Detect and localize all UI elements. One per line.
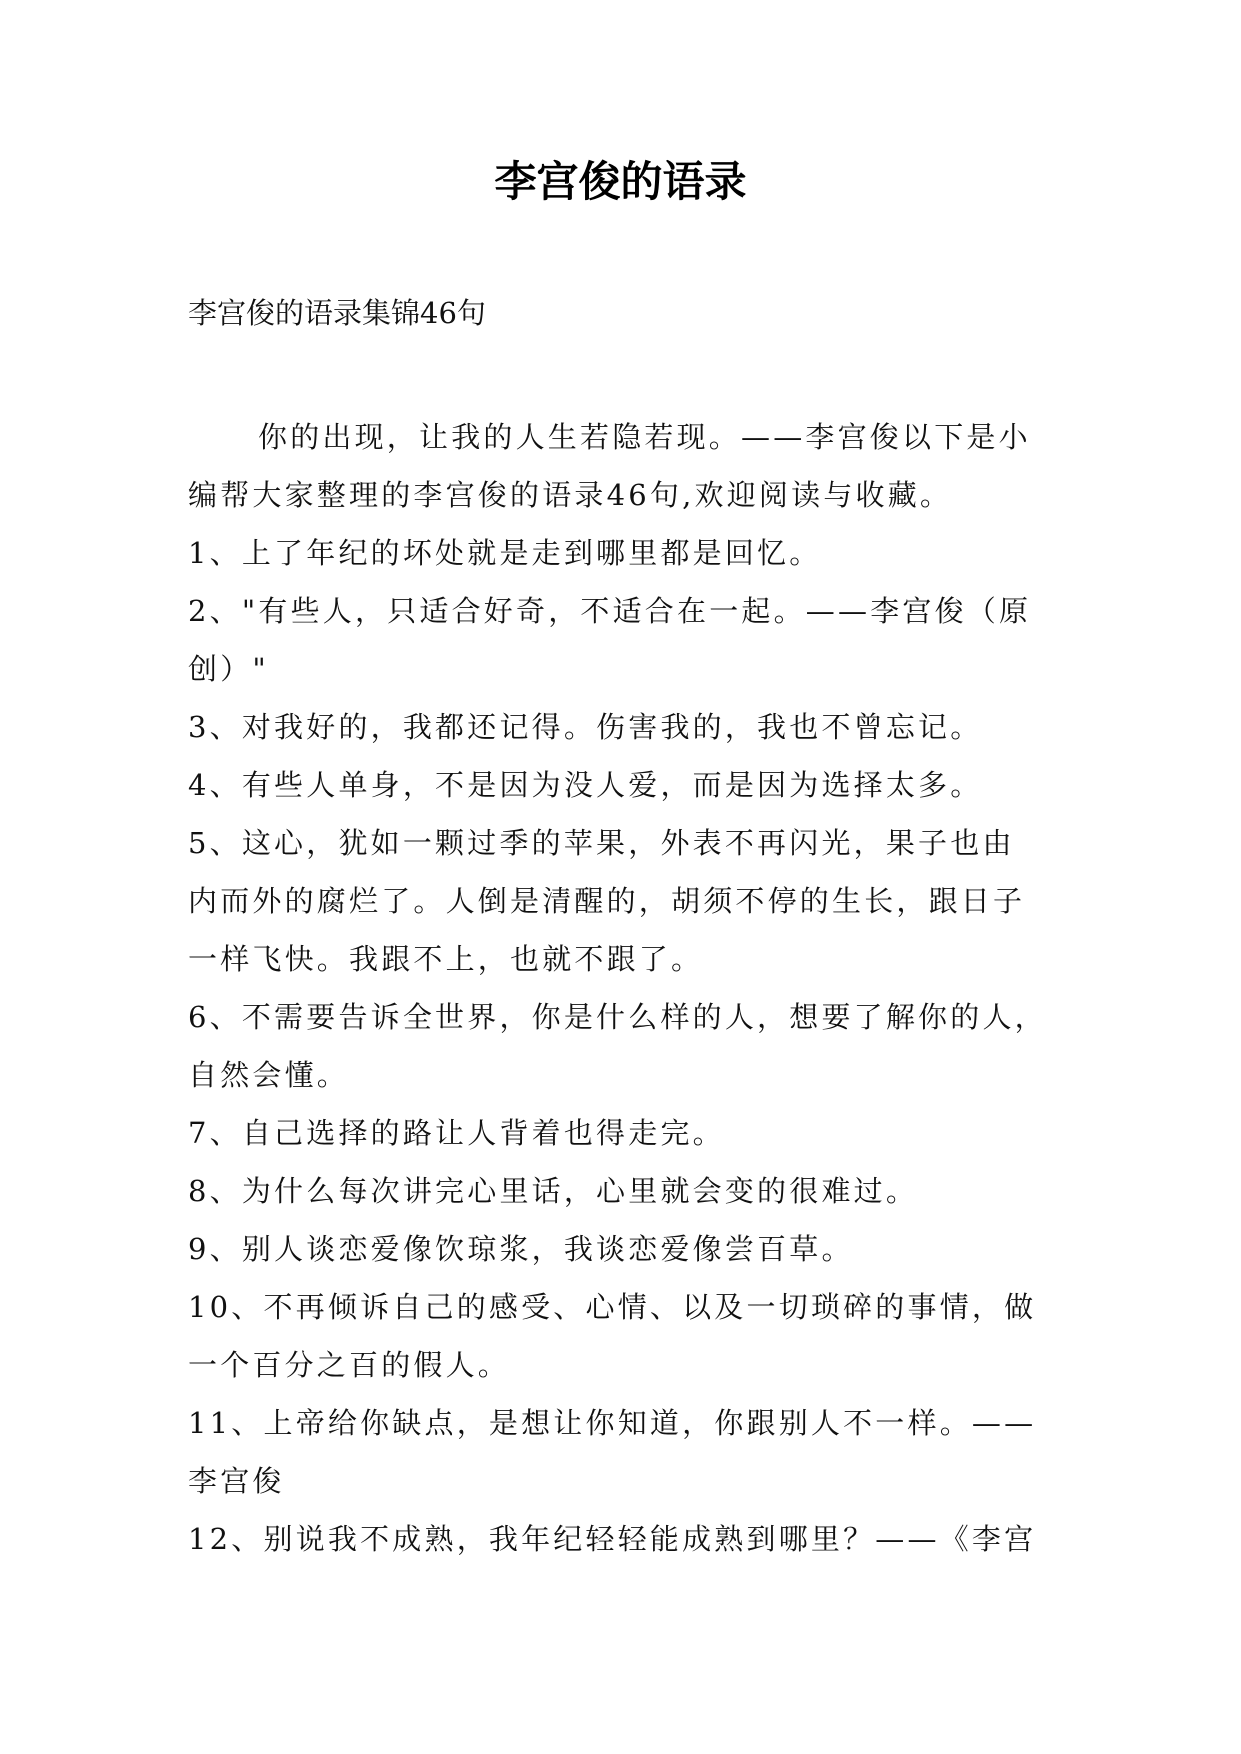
body-line: 李宫俊 [188, 1464, 285, 1498]
document-subtitle: 李宫俊的语录集锦46句 [188, 296, 486, 330]
body-line: 你的出现，让我的人生若隐若现。——李宫俊以下是小 [258, 420, 1031, 454]
body-line: 内而外的腐烂了。人倒是清醒的，胡须不停的生长，跟日子 [188, 884, 1026, 918]
body-line: 5、这心，犹如一颗过季的苹果，外表不再闪光，果子也由 [188, 826, 1015, 860]
body-line: 一样飞快。我跟不上，也就不跟了。 [188, 942, 704, 976]
body-line: 8、为什么每次讲完心里话，心里就会变的很难过。 [188, 1174, 919, 1208]
body-line: 2、"有些人，只适合好奇，不适合在一起。——李宫俊（原 [188, 594, 1032, 628]
body-line: 4、有些人单身，不是因为没人爱，而是因为选择太多。 [188, 768, 983, 802]
body-line: 编帮大家整理的李宫俊的语录46句,欢迎阅读与收藏。 [188, 478, 953, 512]
body-line: 11、上帝给你缺点，是想让你知道，你跟别人不一样。—— [188, 1406, 1037, 1440]
body-line: 一个百分之百的假人。 [188, 1348, 511, 1382]
page-title: 李宫俊的语录 [494, 157, 747, 206]
body-line: 7、自己选择的路让人背着也得走完。 [188, 1116, 725, 1150]
body-line: 创）" [188, 652, 269, 686]
body-line: 6、不需要告诉全世界，你是什么样的人，想要了解你的人， [188, 1000, 1047, 1034]
body-line: 自然会懂。 [188, 1058, 350, 1092]
body-line: 1、上了年纪的坏处就是走到哪里都是回忆。 [188, 536, 822, 570]
document-body [188, 408, 1058, 1568]
body-line: 12、别说我不成熟，我年纪轻轻能成熟到哪里？——《李宫 [188, 1522, 1037, 1556]
body-line: 10、不再倾诉自己的感受、心情、以及一切琐碎的事情，做 [188, 1290, 1037, 1324]
body-line: 3、对我好的，我都还记得。伤害我的，我也不曾忘记。 [188, 710, 983, 744]
body-line: 9、别人谈恋爱像饮琼浆，我谈恋爱像尝百草。 [188, 1232, 854, 1266]
